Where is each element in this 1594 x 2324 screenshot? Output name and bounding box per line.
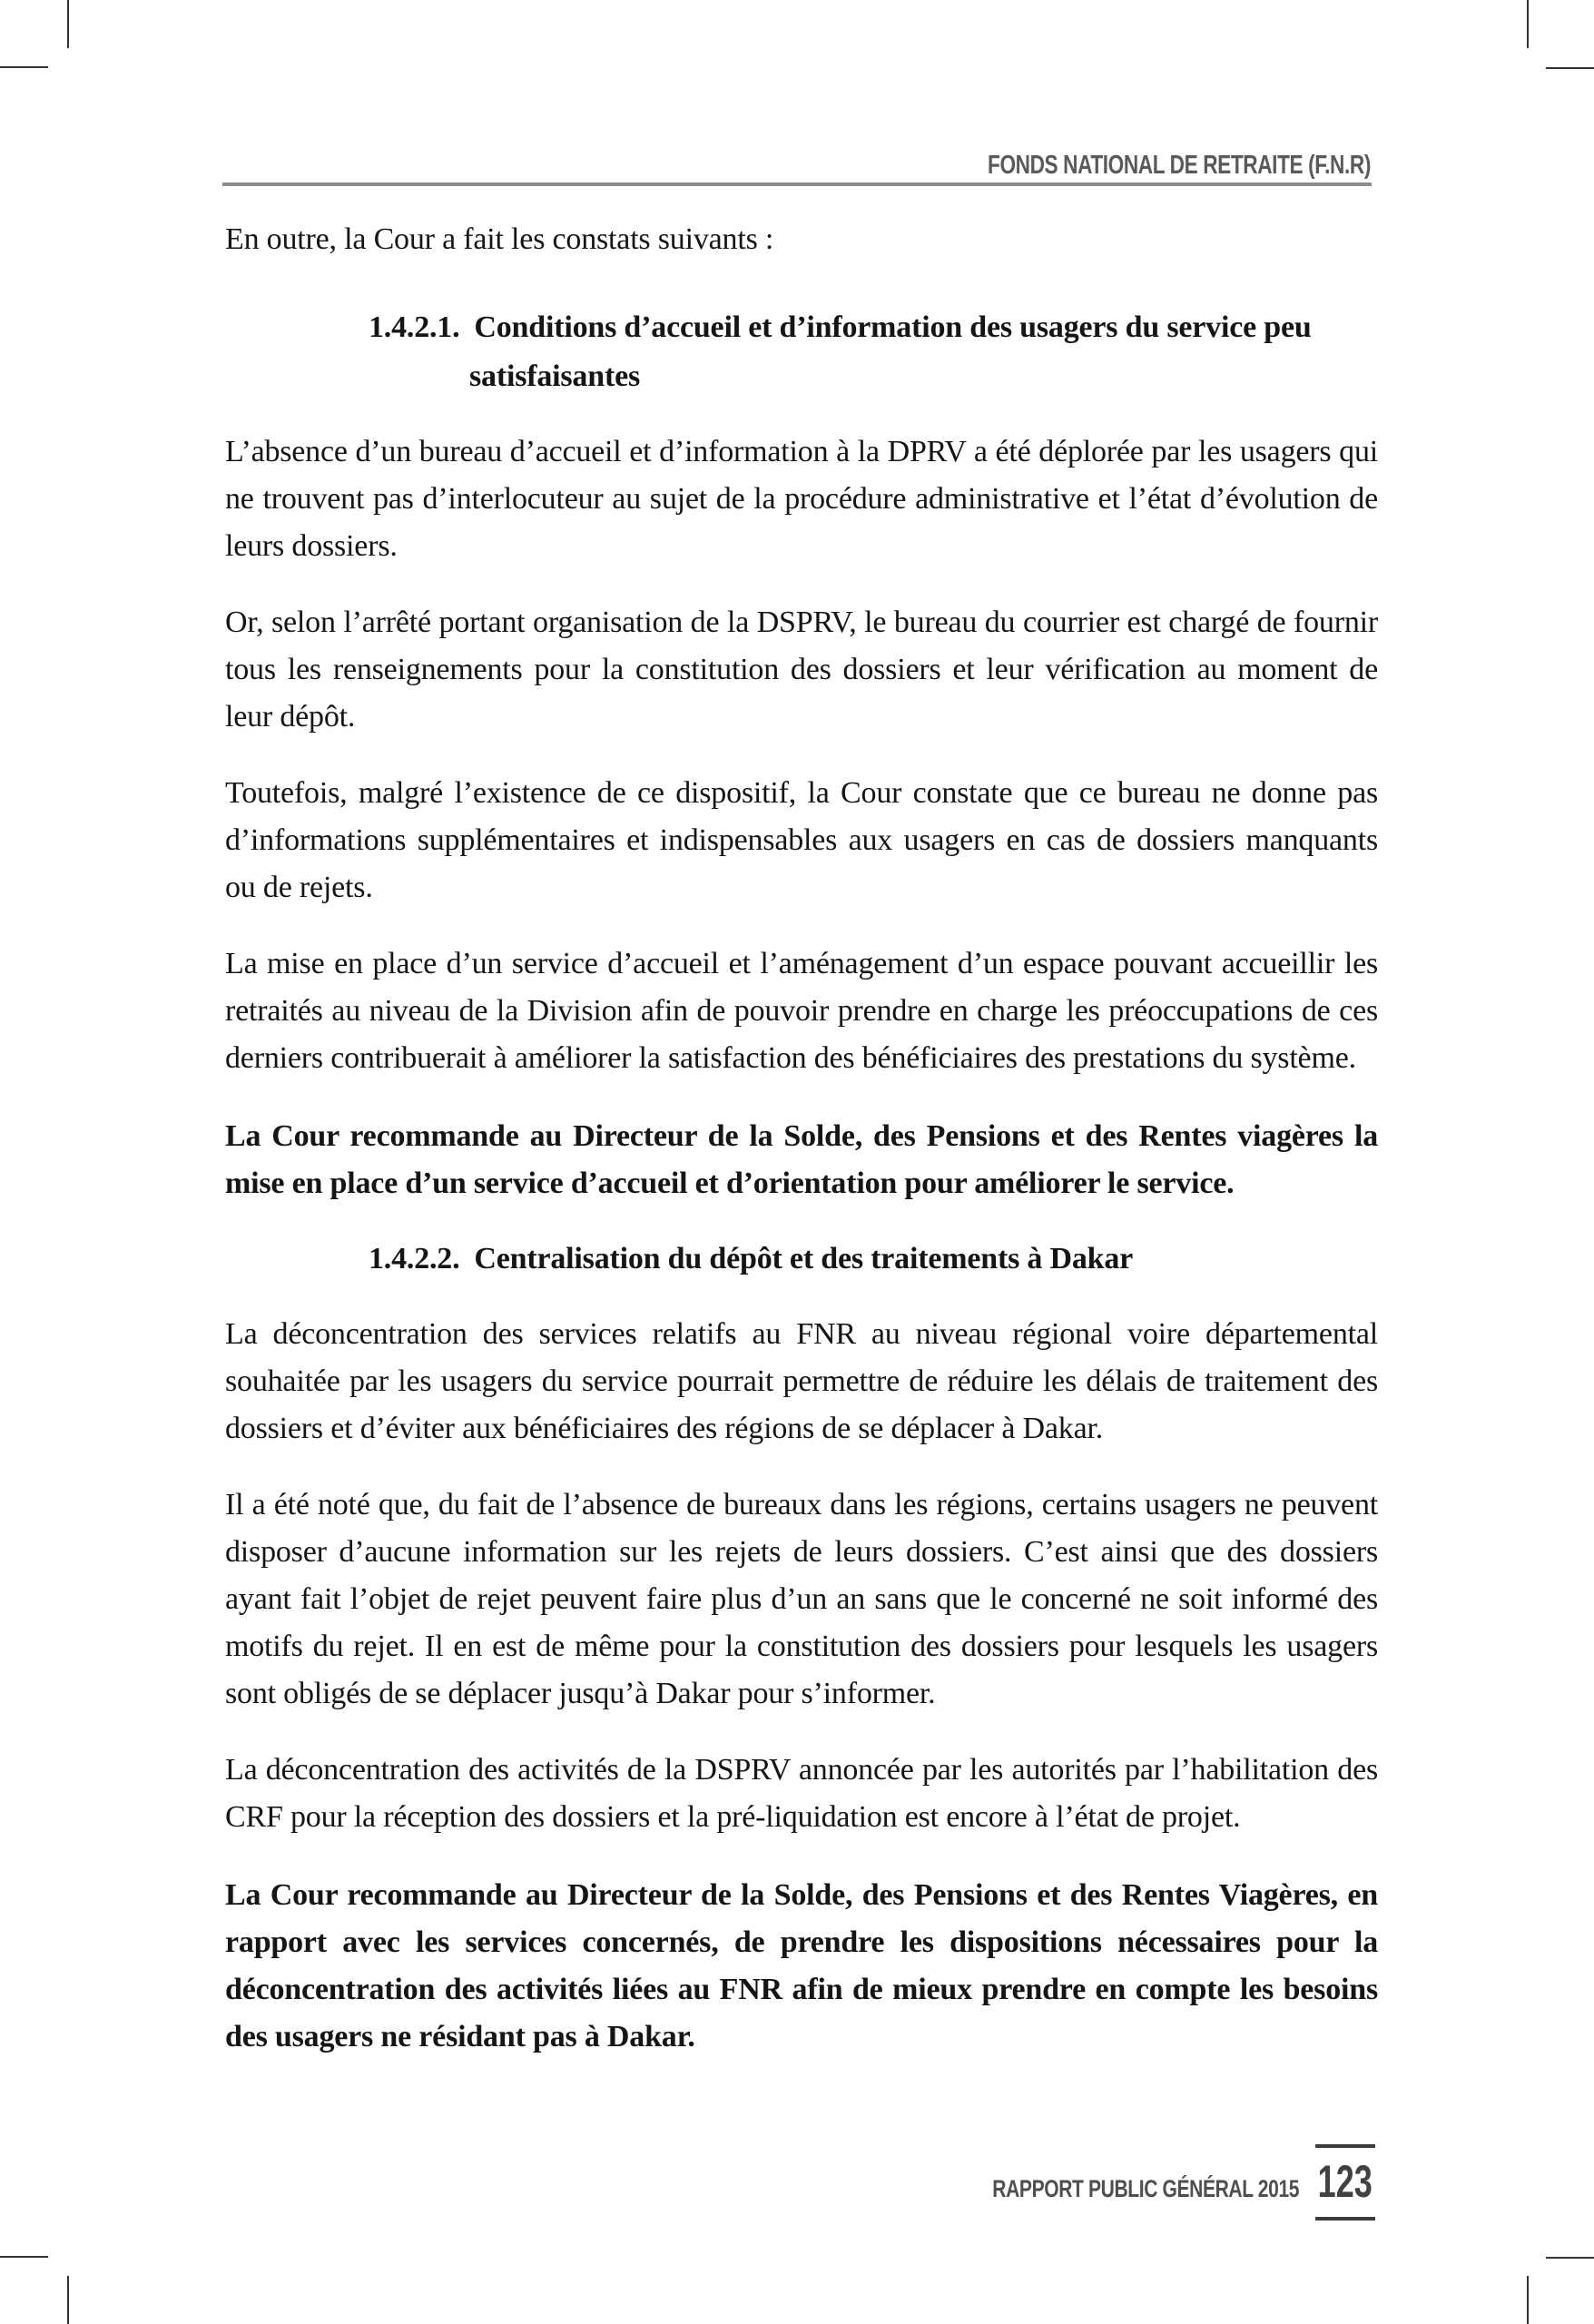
section-number: 1.4.2.2.	[369, 1242, 460, 1275]
footer-report-label: RAPPORT PUBLIC GÉNÉRAL 2015	[992, 2175, 1299, 2202]
crop-mark-top-left-horizontal	[0, 66, 48, 68]
page-body	[225, 0, 1378, 2061]
section-number: 1.4.2.1.	[369, 310, 460, 344]
court-recommendation: La Cour recommande au Directeur de la Solde, des Pensions et des Rentes viagères la mise en place d’un service d’accueil et d’orientation pour améliorer le service.	[225, 1119, 1378, 1200]
crop-mark-bottom-right-horizontal	[1546, 2257, 1594, 2259]
intro-sentence: En outre, la Cour a fait les constats suivants :	[225, 222, 774, 256]
crop-mark-bottom-right-vertical	[1527, 2276, 1529, 2324]
crop-mark-bottom-left-horizontal	[0, 2256, 48, 2258]
section-title: Conditions d’accueil et d’information des usagers du service peu satisfaisantes	[469, 310, 1312, 393]
page-footer	[906, 2144, 1375, 2221]
paragraph: La mise en place d’un service d’accueil et l’aménagement d’un espace pouvant accueillir les retraités au niveau de la Division afin de pouvoir prendre en charge les préoccupations de ces derniers contribuerait à améliorer la satisfaction des bénéficiaires des prestations du système.	[225, 947, 1378, 1075]
page-number: 123	[1317, 2156, 1373, 2207]
section-heading-1-4-2-2	[225, 1235, 1378, 1284]
paragraph: Toutefois, malgré l’existence de ce dispositif, la Cour constate que ce bureau ne donne pas d’informations supplémentaires et indispensables aux usagers en cas de dossiers manquants ou de rejets.	[225, 776, 1378, 904]
paragraph: Or, selon l’arrêté portant organisation de la DSPRV, le bureau du courrier est chargé de fournir tous les renseignements pour la constitution des dossiers et leur vérification au moment de leur dépôt.	[225, 606, 1378, 734]
paragraph: L’absence d’un bureau d’accueil et d’information à la DPRV a été déplorée par les usagers qui ne trouvent pas d’interlocuteur au sujet de la procédure administrative et l’état d’évolution de leurs dossiers.	[225, 435, 1378, 563]
page-number-box	[1315, 2144, 1375, 2221]
paragraph: La déconcentration des activités de la DSPRV annoncée par les autorités par l’habilitation des CRF pour la réception des dossiers et la pré-liquidation est encore à l’état de projet.	[225, 1753, 1378, 1834]
section-title: Centralisation du dépôt et des traitements à Dakar	[474, 1242, 1134, 1275]
section-heading-1-4-2-1	[225, 303, 1378, 401]
crop-mark-top-left-vertical	[67, 0, 69, 48]
crop-mark-top-right-horizontal	[1546, 67, 1594, 69]
running-header-title: FONDS NATIONAL DE RETRAITE (F.N.R)	[988, 151, 1371, 180]
paragraph: La déconcentration des services relatifs au FNR au niveau régional voire départemental souhaitée par les usagers du service pourrait permettre de réduire les délais de traitement des dossiers et d’éviter aux bénéficiaires des régions de se déplacer à Dakar.	[225, 1317, 1378, 1445]
paragraph: Il a été noté que, du fait de l’absence de bureaux dans les régions, certains usagers ne peuvent disposer d’aucune information sur les rejets de leurs dossiers. C’est ainsi que des dossiers ayant fait l’objet de rejet peuvent faire plus d’un an sans que le concerné ne soit informé des motifs du rejet. Il en est de même pour la constitution des dossiers pour lesquels les usagers sont obligés de se déplacer jusqu’à Dakar pour s’informer.	[225, 1488, 1378, 1710]
crop-mark-top-right-vertical	[1527, 0, 1529, 48]
court-recommendation: La Cour recommande au Directeur de la Solde, des Pensions et des Rentes Viagères, en rapport avec les services concernés, de prendre les dispositions nécessaires pour la déconcentration des activités liées au FNR afin de mieux prendre en compte les besoins des usagers ne résidant pas à Dakar.	[225, 1878, 1378, 2053]
crop-mark-bottom-left-vertical	[67, 2276, 69, 2324]
